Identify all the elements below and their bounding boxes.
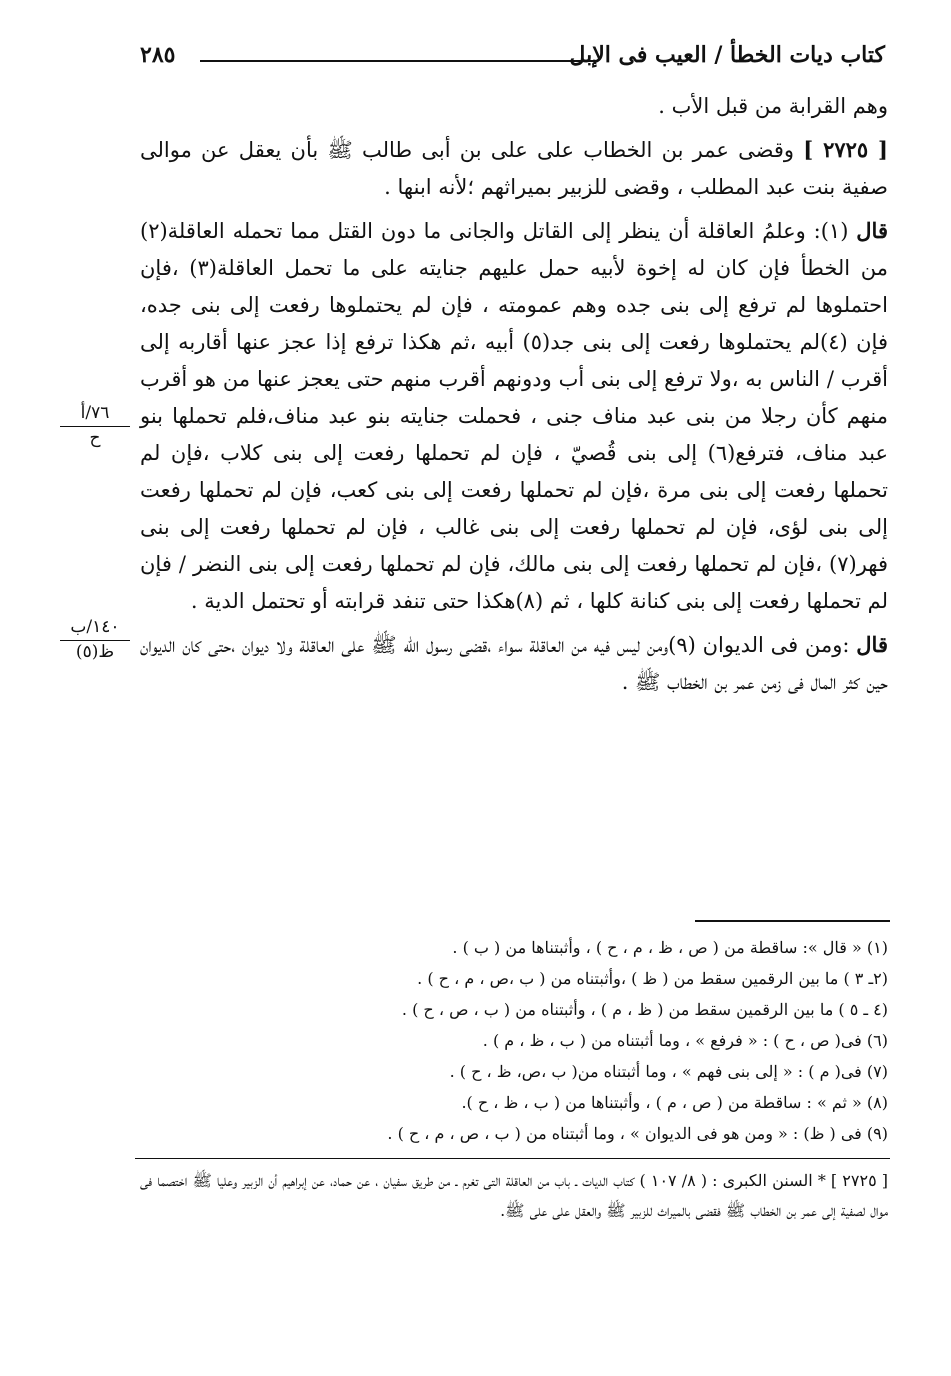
paragraph-text: وهم القرابة من قبل الأب . <box>658 94 888 118</box>
paragraph <box>140 131 888 206</box>
footnote: (٨) « ثم » : ساقطة من ( ص ، م ) ، وأثبتناها من ( ب ، ظ ، ح ). <box>461 1093 888 1112</box>
header-rule <box>200 60 595 62</box>
hadith-number: [ ٢٧٢٥ ] <box>803 137 888 162</box>
manuscript-ref-siglum: ح <box>89 428 101 448</box>
footnotes <box>160 932 888 1149</box>
footnote: (٧) فى( م ) : « إلى بنى فهم » ، وما أثبتناه من( ب ،ص، ظ ، ح ) . <box>449 1062 888 1081</box>
paragraph-text: (١): وعلمُ العاقلة أن ينظر إلى القاتل والجانى ما دون القتل مما تحمله العاقلة(٢) من الخطأ فإن كان له إخوة لأبيه حمل عليهم جنايته على ما تحمل العاقلة(٣) ،فإن احتملوها لم ترفع إلى بنى جده وهم عمومته ، فإن لم يحتملوها رفعت إلى بنى جده، فإن (٤)لم يحتملوها رفعت إلى بنى جد(٥) أبيه ،ثم هكذا ترفع إذا عجز عنها أقاربه إلى أقرب / الناس به ،ولا ترفع إلى بنى أب ودونهم أقرب منهم حتى يعجز عنها من هو أقرب منهم كأن رجلا من بنى عبد مناف جنى ، فحملت جنايته بنو عبد مناف،فلم تحملها بنو عبد مناف، فترفع(٦) إلى بنى قُصيّ ، فإن لم تحملها رفعت إلى بنى كلاب ،فإن لم تحملها رفعت إلى بنى مرة ،فإن لم تحملها رفعت إلى بنى كعب، فإن لم تحملها رفعت إلى بنى لؤى، فإن لم تحملها رفعت إلى بنى غالب ، فإن لم تحملها رفعت إلى بنى فهر(٧) ،فإن لم تحملها رفعت إلى بنى مالك، فإن لم تحملها رفعت إلى بنى النضر / فإن لم تحملها رفعت إلى بنى كنانة كلها ، ثم (٨)هكذا حتى تنفد قرابته أو تحتمل الدية . <box>140 219 888 613</box>
paragraph <box>140 88 888 125</box>
manuscript-ref <box>60 402 130 449</box>
footnote: (٤ ـ ٥ ) ما بين الرقمين سقط من ( ظ ، م ) ، وأثبتناه من ( ب ، ص ، ح ) . <box>401 1000 888 1019</box>
page-number: ٢٨٥ <box>140 42 176 68</box>
source-divider <box>135 1158 890 1159</box>
paragraph-text: وقضى عمر بن الخطاب على على بن أبى طالب ﷺ بأن يعقل عن موالى صفية بنت عبد المطلب ، وقضى للزبير بميراثهم ؛لأنه ابنها . <box>140 138 888 199</box>
footnote-divider <box>695 920 890 922</box>
running-title: كتاب ديات الخطأ / العيب فى الإبل <box>569 42 885 68</box>
source-note: [ ٢٧٢٥ ] * السنن الكبرى : ( ٨/ ١٠٧ ) كتاب الديات ـ باب من العاقلة التى تغرم ـ من طريق سفيان ، عن حماد، عن إبراهيم أن الزبير وعليا ﷺ اختصما فى موال لصفية إلى عمر بن الخطاب ﷺ فقضى بالميراث للزبير ﷺ والعقل على على ﷺ. <box>140 1171 889 1220</box>
page-header <box>140 40 885 76</box>
main-text <box>140 88 888 707</box>
manuscript-ref <box>60 616 130 663</box>
manuscript-ref-folio: ٧٦/أ <box>60 402 130 427</box>
paragraph-lead: قال <box>856 218 888 243</box>
footnote: (١) « قال »: ساقطة من ( ص ، ظ ، م ، ح ) ، وأثبتناها من ( ب ) . <box>452 938 888 957</box>
paragraph-lead: قال <box>856 632 888 657</box>
paragraph-text: :ومن فى الديوان (٩)ومن ليس فيه من العاقلة سواء ،قضى رسول الله ﷺ على العاقلة ولا ديوان ،حتى كان الديوان حين كثر المال فى زمن عمر بن الخطاب ﷺ . <box>140 633 888 694</box>
manuscript-ref-folio: ١٤٠/ب <box>60 616 130 641</box>
footnote: (٦) فى( ص ، ح ) : « فرفع » ، وما أثبتناه من ( ب ، ظ ، م ) . <box>482 1031 888 1050</box>
footnote: (٢ـ ٣ ) ما بين الرقمين سقط من ( ظ ) ،وأثبتناه من ( ب ،ص ، م ، ح ) . <box>417 969 888 988</box>
footnote: (٩) فى ( ظ) : « ومن هو فى الديوان » ، وما أثبتناه من ( ب ، ص ، م ، ح ) . <box>387 1124 888 1143</box>
paragraph <box>140 212 888 620</box>
manuscript-ref-siglum: ظ(٥) <box>75 642 115 662</box>
paragraph <box>140 626 888 701</box>
